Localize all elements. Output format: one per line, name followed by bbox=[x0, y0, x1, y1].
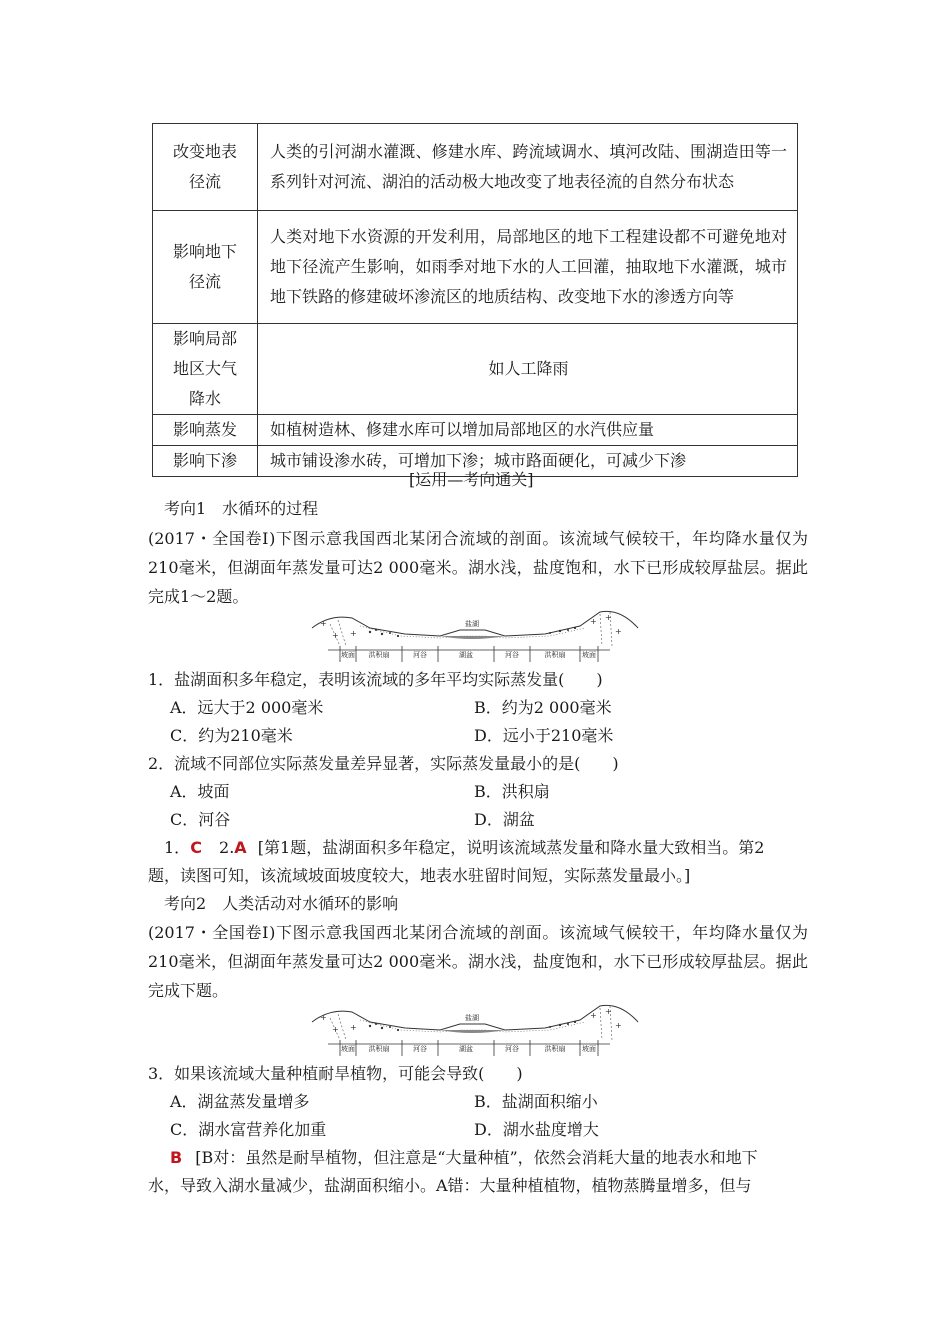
answer-number: 1． bbox=[164, 838, 191, 857]
answer-letter: A bbox=[234, 838, 247, 857]
zone-label: 洪积扇 bbox=[368, 1045, 390, 1053]
zone-label: 河谷 bbox=[505, 651, 519, 659]
zone-label: 坡面 bbox=[582, 1045, 596, 1053]
zone-label: 坡面 bbox=[341, 651, 355, 659]
answer-explanation: [B对：虽然是耐旱植物，但注意是“大量种植”，依然会消耗大量的地表水和地下 bbox=[195, 1148, 758, 1167]
row-label: 影响蒸发 bbox=[153, 415, 258, 446]
option: C．河谷 bbox=[170, 810, 231, 829]
basin-profile-diagram bbox=[310, 606, 640, 666]
row-text: 如植树造林、修建水库可以增加局部地区的水汽供应量 bbox=[258, 415, 798, 446]
zone-label: 洪积扇 bbox=[544, 1045, 566, 1053]
option: A．湖盆蒸发量增多 bbox=[170, 1092, 310, 1111]
option: D．远小于210毫米 bbox=[474, 726, 614, 745]
human-impact-table bbox=[152, 123, 798, 477]
answer-3 bbox=[170, 1144, 758, 1172]
part1-title: 考向1 水循环的过程 bbox=[164, 499, 319, 518]
option: B．盐湖面积缩小 bbox=[474, 1092, 598, 1111]
part1-intro: (2017・全国卷Ⅰ)下图示意我国西北某闭合流域的剖面。该流域气候较干，年均降水量仅为210毫米，但湖面年蒸发量可达2 000毫米。湖水浅，盐度饱和，水下已形成较厚盐层。据此完成1～2题。 bbox=[148, 529, 808, 606]
answer-letter: C bbox=[190, 838, 202, 857]
plus-mark-icon: + bbox=[320, 619, 327, 628]
answer-letter: B bbox=[170, 1148, 183, 1167]
plus-mark-icon: + bbox=[605, 1007, 612, 1016]
row-label: 影响地下径流 bbox=[153, 211, 258, 324]
plus-mark-icon: + bbox=[332, 1025, 339, 1034]
plus-mark-icon: + bbox=[350, 629, 357, 638]
table-row bbox=[153, 124, 798, 211]
option: D．湖盆 bbox=[474, 810, 535, 829]
row-label: 改变地表径流 bbox=[153, 124, 258, 211]
zone-label: 河谷 bbox=[505, 1045, 519, 1053]
zone-label: 湖盆 bbox=[459, 651, 473, 659]
zone-label: 坡面 bbox=[341, 1045, 355, 1053]
option: B．约为2 000毫米 bbox=[474, 698, 612, 717]
question-3-stem: 3．如果该流域大量种植耐旱植物，可能会导致( ) bbox=[148, 1064, 523, 1083]
zone-label: 河谷 bbox=[413, 1045, 427, 1053]
plus-mark-icon: + bbox=[332, 631, 339, 640]
zone-label: 湖盆 bbox=[459, 1045, 473, 1053]
option: A．坡面 bbox=[170, 782, 230, 801]
part2-intro: (2017・全国卷Ⅰ)下图示意我国西北某闭合流域的剖面。该流域气候较干，年均降水量仅为210毫米，但湖面年蒸发量可达2 000毫米。湖水浅，盐度饱和，水下已形成较厚盐层。据此完成下题。 bbox=[148, 923, 808, 1000]
table-row bbox=[153, 324, 798, 415]
plus-mark-icon: + bbox=[320, 1013, 327, 1022]
zone-label: 洪积扇 bbox=[368, 651, 390, 659]
row-label: 影响局部地区大气降水 bbox=[153, 324, 258, 415]
answer-1-2 bbox=[164, 834, 764, 862]
row-text: 城市铺设渗水砖，可增加下渗；城市路面硬化，可减少下渗 bbox=[258, 446, 798, 477]
plus-mark-icon: + bbox=[605, 613, 612, 622]
answer-number: 2. bbox=[219, 838, 235, 857]
plus-mark-icon: + bbox=[350, 1023, 357, 1032]
option: C．约为210毫米 bbox=[170, 726, 293, 745]
lake-label: 盐湖 bbox=[465, 620, 479, 628]
option: B．洪积扇 bbox=[474, 782, 550, 801]
section-header: [运用—考向通关] bbox=[409, 470, 534, 489]
zone-label: 河谷 bbox=[413, 651, 427, 659]
zone-label: 洪积扇 bbox=[544, 651, 566, 659]
question-2-stem: 2．流域不同部位实际蒸发量差异显著，实际蒸发量最小的是( ) bbox=[148, 754, 619, 773]
plus-mark-icon: + bbox=[590, 1011, 597, 1020]
row-text: 人类对地下水资源的开发利用，局部地区的地下工程建设都不可避免地对地下径流产生影响，如雨季对地下水的人工回灌，抽取地下水灌溉，城市地下铁路的修建破坏渗流区的地质结构、改变地下水的渗透方向等 bbox=[258, 211, 798, 324]
question-1-stem: 1．盐湖面积多年稳定，表明该流域的多年平均实际蒸发量( ) bbox=[148, 670, 603, 689]
option: D．湖水盐度增大 bbox=[474, 1120, 599, 1139]
row-label: 影响下渗 bbox=[153, 446, 258, 477]
table-row bbox=[153, 211, 798, 324]
plus-mark-icon: + bbox=[615, 1021, 622, 1030]
part2-title: 考向2 人类活动对水循环的影响 bbox=[164, 894, 399, 913]
lake-label: 盐湖 bbox=[465, 1014, 479, 1022]
row-text: 如人工降雨 bbox=[258, 324, 798, 415]
answer-explanation: [第1题，盐湖面积多年稳定，说明该流域蒸发量和降水量大致相当。第2 bbox=[257, 838, 765, 857]
basin-profile-diagram bbox=[310, 1000, 640, 1060]
option: C．湖水富营养化加重 bbox=[170, 1120, 327, 1139]
row-text: 人类的引河湖水灌溉、修建水库、跨流域调水、填河改陆、围湖造田等一系列针对河流、湖泊的活动极大地改变了地表径流的自然分布状态 bbox=[258, 124, 798, 211]
zone-label: 坡面 bbox=[582, 651, 596, 659]
answer-explanation: 水，导致入湖水量减少，盐湖面积缩小。A错：大量种植植物，植物蒸腾量增多，但与 bbox=[148, 1176, 752, 1195]
table-row bbox=[153, 415, 798, 446]
plus-mark-icon: + bbox=[590, 617, 597, 626]
plus-mark-icon: + bbox=[615, 627, 622, 636]
answer-explanation: 题，读图可知，该流域坡面坡度较大，地表水驻留时间短，实际蒸发量最小。] bbox=[148, 866, 691, 885]
option: A．远大于2 000毫米 bbox=[170, 698, 324, 717]
